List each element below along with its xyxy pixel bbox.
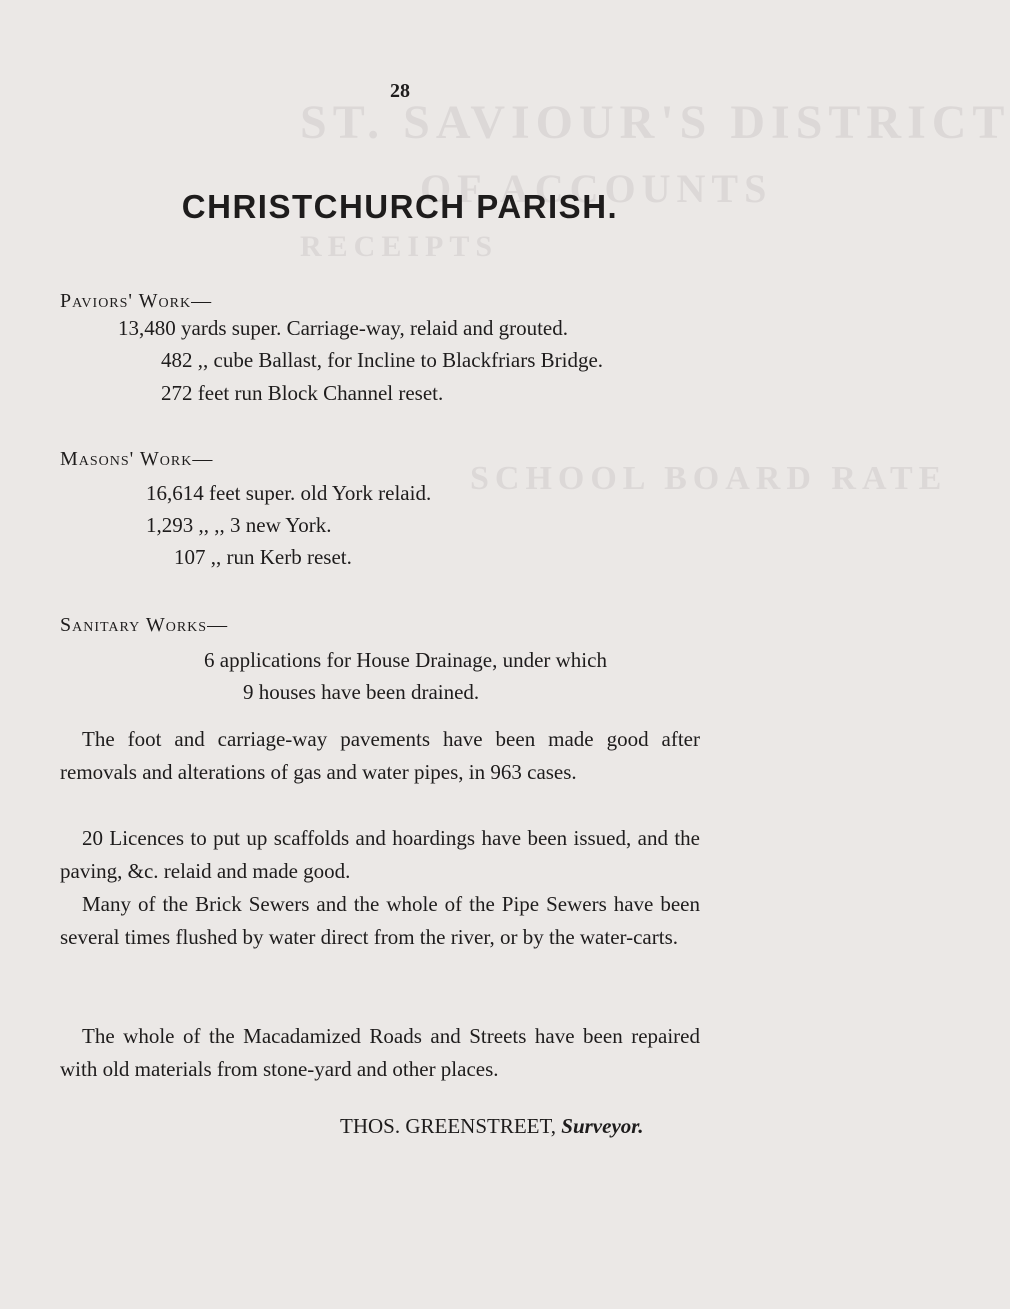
sanitary-line: 9 houses have been drained. — [243, 680, 480, 704]
body-paragraph: The whole of the Macadamized Roads and Streets have been repaired with old materials from stone-yard and other places. — [60, 1024, 700, 1081]
masons-line: 16,614 feet super. old York relaid. — [146, 481, 432, 505]
paviors-line: 482 ,, cube Ballast, for Incline to Blackfriars Bridge. — [161, 348, 604, 372]
bleed-through-text: OF ACCOUNTS — [420, 166, 773, 211]
paviors-line: 272 feet run Block Channel reset. — [161, 381, 444, 405]
signature-role: Surveyor. — [561, 1114, 644, 1138]
masons-line: 1,293 ,, ,, 3 new York. — [146, 513, 332, 537]
bleed-through-text: ST. SAVIOUR'S DISTRICT — [300, 96, 1010, 149]
signature — [340, 1114, 644, 1139]
page-title: CHRISTCHURCH PARISH. — [181, 188, 619, 225]
section-heading-sanitary: Sanitary Works— — [60, 614, 229, 636]
masons-line: 107 ,, run Kerb reset. — [174, 545, 352, 569]
bleed-through-text: RECEIPTS — [300, 230, 499, 263]
signature-name: THOS. GREENSTREET, — [340, 1114, 557, 1138]
section-heading-masons: Masons' Work— — [60, 448, 214, 470]
section-heading-paviors: Paviors' Work— — [60, 290, 213, 312]
page-number: 28 — [390, 80, 410, 102]
body-paragraph: The foot and carriage-way pavements have been made good after removals and alterations of gas and water pipes, in 963 cases. — [60, 727, 700, 784]
body-paragraph: Many of the Brick Sewers and the whole of the Pipe Sewers have been several times flushed by water direct from the river, or by the water-carts. — [60, 892, 700, 949]
body-paragraph: 20 Licences to put up scaffolds and hoardings have been issued, and the paving, &c. relaid and made good. — [60, 826, 700, 883]
sanitary-line: 6 applications for House Drainage, under which — [204, 648, 607, 672]
bleed-through-text: SCHOOL BOARD RATE — [470, 460, 948, 497]
paviors-line: 13,480 yards super. Carriage-way, relaid and grouted. — [118, 316, 568, 340]
